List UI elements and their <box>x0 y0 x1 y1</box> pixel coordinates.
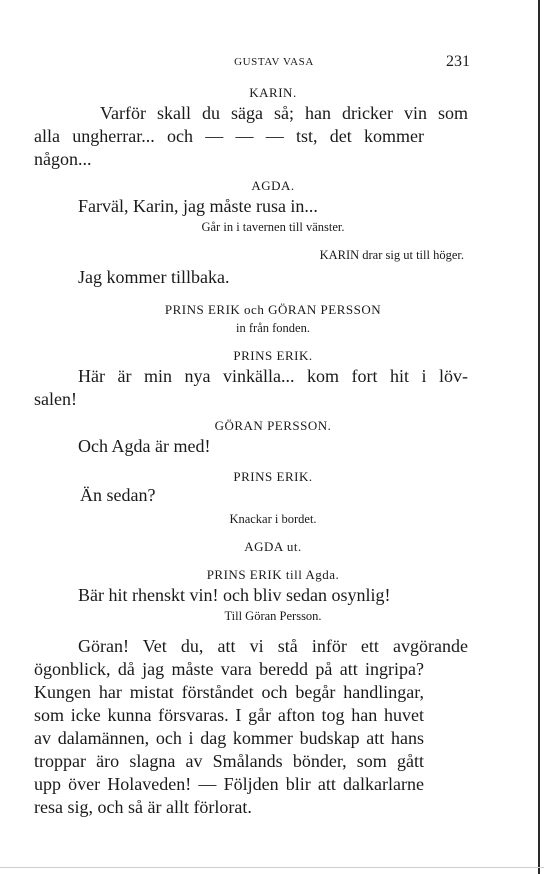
dialogue-line: Kungen har mistat förståndet och begår handlingar, <box>34 682 424 702</box>
stage-direction: in från fonden. <box>236 321 310 335</box>
running-title: GUSTAV VASA <box>234 56 314 68</box>
speaker-name: PRINS ERIK. <box>233 348 313 363</box>
stage-direction: Går in i tavernen till vänster. <box>201 220 345 234</box>
speaker-name: PRINS ERIK till Agda. <box>206 567 340 582</box>
dialogue-line: Här är min nya vinkälla... kom fort hit i löv- <box>78 366 468 386</box>
dialogue-line: Varför skall du säga så; han dricker vin som <box>100 103 468 123</box>
dialogue-line: Än sedan? <box>80 485 156 505</box>
dialogue-line: resa sig, och så är allt förlorat. <box>34 797 252 817</box>
speaker-name: AGDA. <box>251 178 295 193</box>
page-edge <box>538 0 540 874</box>
page-bottom-edge <box>0 867 544 868</box>
stage-direction: Knackar i bordet. <box>229 512 317 526</box>
running-header <box>78 53 470 72</box>
dialogue-line: av dalamännen, och i dag kommer budskap att hans <box>34 728 424 748</box>
stage-direction: KARIN drar sig ut till höger. <box>319 248 464 262</box>
speaker-name: GÖRAN PERSSON. <box>214 418 332 433</box>
stage-direction: AGDA ut. <box>244 539 302 554</box>
dialogue-line: troppar äro slagna av Smålands bönder, som gått <box>34 751 424 771</box>
dialogue-line: Farväl, Karin, jag måste rusa in... <box>78 196 318 216</box>
dialogue-line: ögonblick, då jag måste vara beredd på att ingripa? <box>34 659 424 679</box>
dialogue-line: Jag kommer tillbaka. <box>78 267 230 287</box>
play-text <box>34 84 468 819</box>
stage-direction: Till Göran Persson. <box>224 609 322 623</box>
dialogue-line: någon... <box>34 149 92 169</box>
dialogue-line: upp över Holaveden! — Följden blir att dalkarlarne <box>34 774 424 794</box>
dialogue-line: Och Agda är med! <box>78 436 211 456</box>
page-number: 231 <box>446 53 470 70</box>
speaker-name: PRINS ERIK. <box>233 469 313 484</box>
stage-direction: PRINS ERIK och GÖRAN PERSSON <box>164 302 382 317</box>
dialogue-line: som icke kunna försvaras. I går afton tog han huvet <box>34 705 424 725</box>
dialogue-line: Bär hit rhenskt vin! och bliv sedan osynlig! <box>78 585 391 605</box>
dialogue-line: salen! <box>34 389 77 409</box>
dialogue-line: Göran! Vet du, att vi stå inför ett avgörande <box>78 636 468 656</box>
speaker-name: KARIN. <box>249 85 297 100</box>
dialogue-line: alla ungherrar... och — — — tst, det kommer <box>34 126 424 146</box>
